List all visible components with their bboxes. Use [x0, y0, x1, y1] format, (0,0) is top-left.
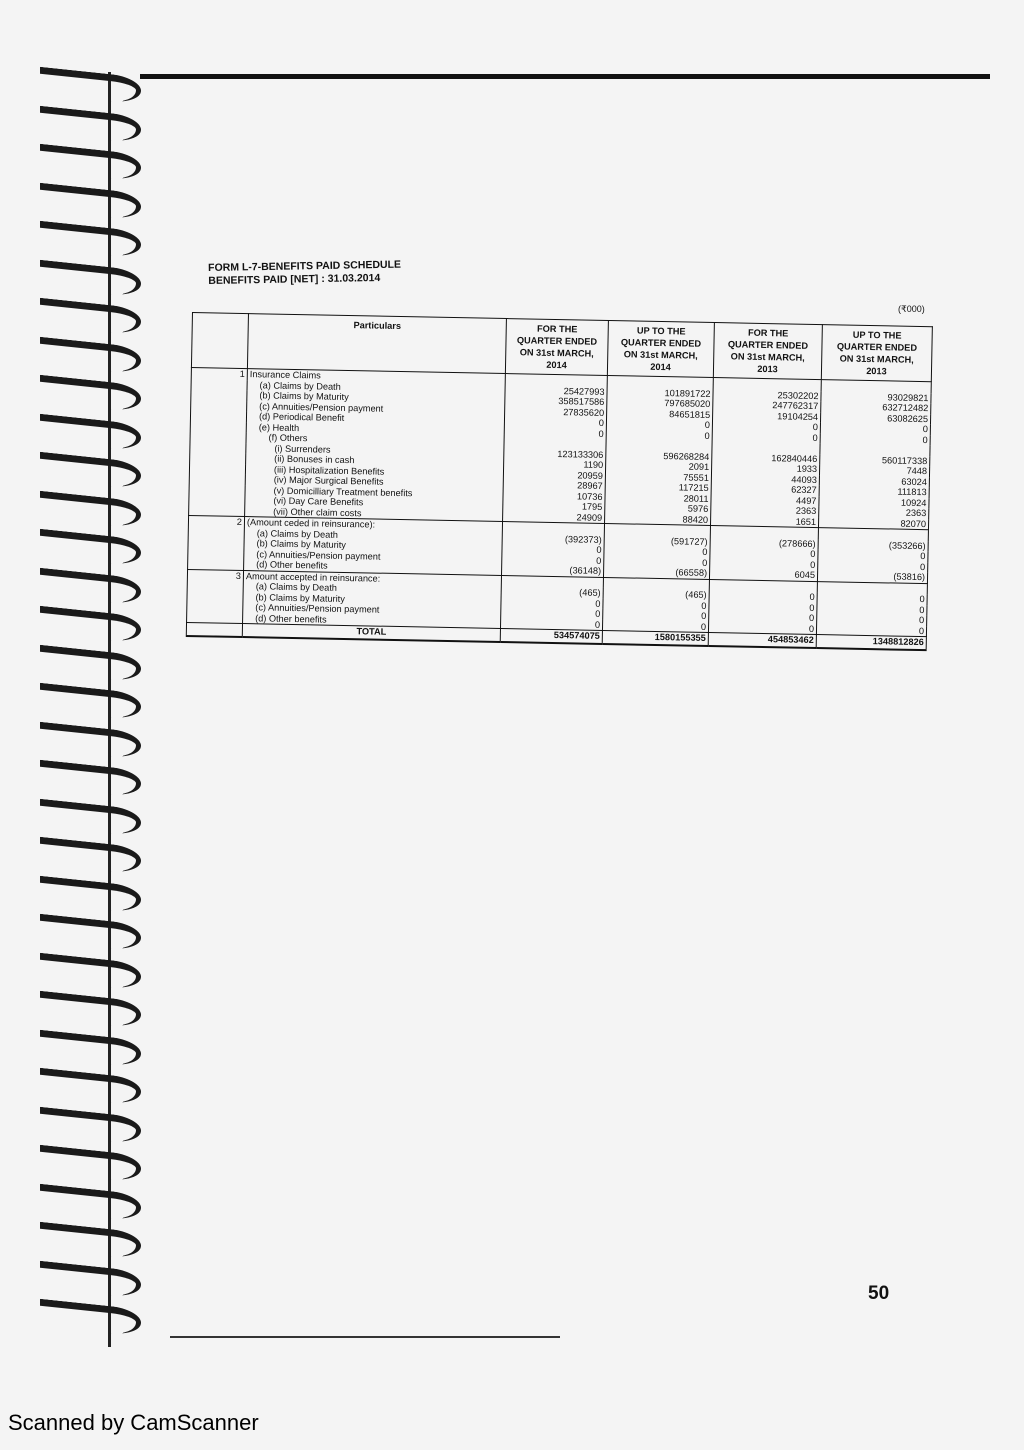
binding-coil	[40, 1068, 141, 1106]
value-cell: 28967	[503, 479, 605, 491]
row-label: (a) Claims by Death	[244, 528, 502, 543]
binding-coil	[40, 67, 141, 105]
value-cell: 0	[709, 590, 817, 603]
value-cell: 0	[820, 433, 930, 446]
binding-coil	[40, 529, 141, 567]
row-label: (d) Other benefits	[243, 613, 501, 629]
row-label: (d) Periodical Benefit	[246, 411, 504, 426]
value-cell: 111813	[819, 485, 929, 498]
value-cell: 20959	[503, 469, 605, 481]
binding-coil	[40, 875, 141, 913]
table-body	[186, 367, 931, 650]
value-cell: 93029821	[821, 391, 931, 404]
row-label: (e) Health	[246, 422, 504, 437]
row-label: (b) Claims by Maturity	[247, 390, 505, 405]
value-cell: 0	[502, 553, 604, 565]
value-cell: 27835620	[505, 406, 607, 418]
value-cell: 63024	[819, 475, 929, 488]
bottom-rule	[170, 1336, 560, 1338]
binding-coil	[40, 683, 141, 721]
row-label: (b) Claims by Maturity	[244, 538, 502, 553]
value-cell: 5976	[605, 502, 711, 515]
value-cell: 0	[606, 428, 712, 441]
value-cell: 0	[504, 427, 606, 439]
unit-label: (₹000)	[898, 304, 925, 314]
value-cell: 0	[817, 603, 927, 616]
row-label: (ii) Bonuses in cash	[246, 453, 504, 468]
value-cell: 0	[820, 422, 930, 435]
binding-coil	[40, 259, 141, 297]
row-label: (i) Surrenders	[246, 443, 504, 458]
row-label: (d) Other benefits	[244, 559, 502, 575]
binding-coil	[40, 1260, 141, 1298]
binding-coil	[40, 221, 141, 259]
binding-coil	[40, 837, 141, 875]
binding-coil	[40, 644, 141, 682]
total-value: 1580155355	[602, 630, 708, 646]
value-cell: (36148)	[502, 564, 604, 577]
binding-coil	[40, 914, 141, 952]
value-cell: 247762317	[713, 399, 821, 412]
row-label: (b) Claims by Maturity	[243, 592, 501, 607]
form-title: FORM L-7-BENEFITS PAID SCHEDULE	[208, 258, 402, 274]
value-cell: 0	[502, 543, 604, 555]
value-cell: 62327	[711, 483, 819, 496]
value-cell: 0	[500, 617, 602, 630]
value-cell: 0	[709, 611, 817, 624]
sno-header	[191, 313, 248, 369]
value-cell: 1795	[503, 500, 605, 512]
row-label: (c) Annuities/Pension payment	[247, 401, 505, 416]
value-cell: 797685020	[607, 397, 713, 410]
value-cell: 0	[602, 619, 708, 632]
binding-coil	[40, 760, 141, 798]
row-label: (iii) Hospitalization Benefits	[245, 464, 503, 479]
total-value: 534574075	[500, 628, 602, 643]
value-cell: 1190	[504, 458, 606, 470]
value-cell: 19104254	[713, 410, 821, 423]
value-cell: 632712482	[821, 401, 931, 414]
value-cell: 0	[603, 598, 709, 611]
value-cell: 63082625	[821, 412, 931, 425]
binding-coil	[40, 490, 141, 528]
col-header: FOR THE QUARTER ENDED ON 31st MARCH, 2014	[505, 319, 608, 376]
value-cell: 24909	[503, 511, 605, 524]
value-cell: 596268284	[606, 449, 712, 462]
value-cell: 2091	[606, 460, 712, 473]
binding-coil	[40, 1183, 141, 1221]
value-cell: 123133306	[504, 448, 606, 460]
top-rule	[140, 74, 990, 79]
value-cell: 1933	[712, 462, 820, 475]
value-cell: 6045	[709, 568, 817, 581]
value-cell: 28011	[605, 491, 711, 504]
value-cell: 7448	[819, 464, 929, 477]
value-cell: 25427993	[505, 385, 607, 397]
value-cell: 84651815	[607, 407, 713, 420]
benefits-table-container	[186, 312, 932, 651]
value-cell: 0	[606, 418, 712, 431]
binding-coil	[40, 452, 141, 490]
binding-coil	[40, 298, 141, 336]
binding-coil	[40, 991, 141, 1029]
col-header: FOR THE QUARTER ENDED ON 31st MARCH, 2013	[713, 323, 822, 380]
value-cell: (53816)	[817, 570, 927, 583]
binding-coil	[40, 144, 141, 182]
value-cell: 4497	[711, 493, 819, 506]
value-cell: 0	[712, 431, 820, 444]
binding-coil	[40, 1029, 141, 1067]
total-value: 1348812826	[816, 635, 926, 651]
value-cell: (353266)	[818, 539, 928, 552]
page-number: 50	[868, 1283, 890, 1304]
value-cell: 358517586	[505, 395, 607, 407]
row-label: (f) Others	[246, 432, 504, 447]
value-cell: 117215	[605, 481, 711, 494]
value-cell: 75551	[605, 470, 711, 483]
col-header: UP TO THE QUARTER ENDED ON 31st MARCH, 2013	[821, 325, 932, 382]
particulars-header: Particulars	[247, 314, 506, 374]
section-title: Insurance Claims	[247, 369, 505, 385]
value-cell: 0	[708, 621, 816, 634]
row-label: (a) Claims by Death	[247, 380, 505, 395]
value-cell: 0	[710, 547, 818, 560]
value-cell: 10736	[503, 490, 605, 502]
binding-coil	[40, 1299, 141, 1337]
binding-coil	[40, 606, 141, 644]
total-label: TOTAL	[242, 624, 500, 642]
value-cell: (591727)	[604, 534, 710, 547]
form-header	[208, 259, 401, 288]
value-cell: 2363	[819, 506, 929, 519]
binding-coil	[40, 952, 141, 990]
value-cell: 2363	[711, 504, 819, 517]
value-cell: 0	[816, 624, 926, 637]
value-cell: 0	[504, 416, 606, 428]
value-cell: 162840446	[712, 452, 820, 465]
scanner-watermark: Scanned by CamScanner	[8, 1410, 259, 1435]
section-number: 3	[187, 569, 243, 581]
binding-coil	[40, 375, 141, 413]
section-title: (Amount ceded in reinsurance):	[244, 517, 502, 533]
section-title: Amount accepted in reinsurance:	[243, 570, 501, 586]
section-number: 2	[188, 515, 244, 527]
row-label: (a) Claims by Death	[243, 581, 501, 596]
value-cell: 0	[712, 420, 820, 433]
binding-coil	[40, 105, 141, 143]
value-cell: (465)	[501, 586, 603, 598]
value-cell: 101891722	[607, 386, 713, 399]
binding-coil	[40, 798, 141, 836]
binding-coil	[40, 413, 141, 451]
value-cell: (465)	[603, 588, 709, 601]
value-cell: 560117338	[820, 454, 930, 467]
row-label: (vii) Other claim costs	[245, 506, 503, 522]
total-value: 454853462	[708, 632, 816, 648]
binding-coil	[40, 1106, 141, 1144]
binding-coil	[40, 182, 141, 220]
row-label: (vi) Day Care Benefits	[245, 495, 503, 510]
value-cell: 0	[817, 592, 927, 605]
binding-coil	[40, 567, 141, 605]
sno-cell	[186, 622, 242, 637]
value-cell: 82070	[818, 517, 928, 530]
value-cell: 0	[501, 607, 603, 619]
binding-coil	[40, 721, 141, 759]
value-cell: 0	[709, 600, 817, 613]
row-label: (c) Annuities/Pension payment	[243, 602, 501, 617]
value-cell: 25302202	[713, 389, 821, 402]
value-cell: 0	[818, 549, 928, 562]
value-cell: 0	[818, 560, 928, 573]
benefits-paid-table	[186, 312, 933, 651]
binding-coil	[40, 1145, 141, 1183]
row-label: (c) Annuities/Pension payment	[244, 549, 502, 564]
value-cell: 0	[817, 613, 927, 626]
spiral-binding	[40, 72, 150, 1342]
row-label: (v) Domicilliary Treatment benefits	[245, 485, 503, 500]
value-cell: 0	[501, 596, 603, 608]
value-cell: 0	[603, 609, 709, 622]
value-cell: 10924	[819, 496, 929, 509]
row-label: (iv) Major Surgical Benefits	[245, 474, 503, 489]
value-cell: (392373)	[502, 532, 604, 544]
value-cell: (66558)	[603, 566, 709, 579]
binding-coil	[40, 336, 141, 374]
value-cell: 44093	[711, 473, 819, 486]
form-subtitle: BENEFITS PAID [NET] : 31.03.2014	[208, 271, 381, 287]
binding-coil	[40, 1222, 141, 1260]
value-cell: 0	[604, 545, 710, 558]
value-cell: (278666)	[710, 536, 818, 549]
section-number: 1	[191, 367, 247, 379]
value-cell: 1651	[710, 514, 818, 527]
value-cell: 0	[604, 555, 710, 568]
value-cell: 88420	[605, 512, 711, 525]
value-cell: 0	[710, 557, 818, 570]
col-header: UP TO THE QUARTER ENDED ON 31st MARCH, 2014	[607, 320, 714, 377]
